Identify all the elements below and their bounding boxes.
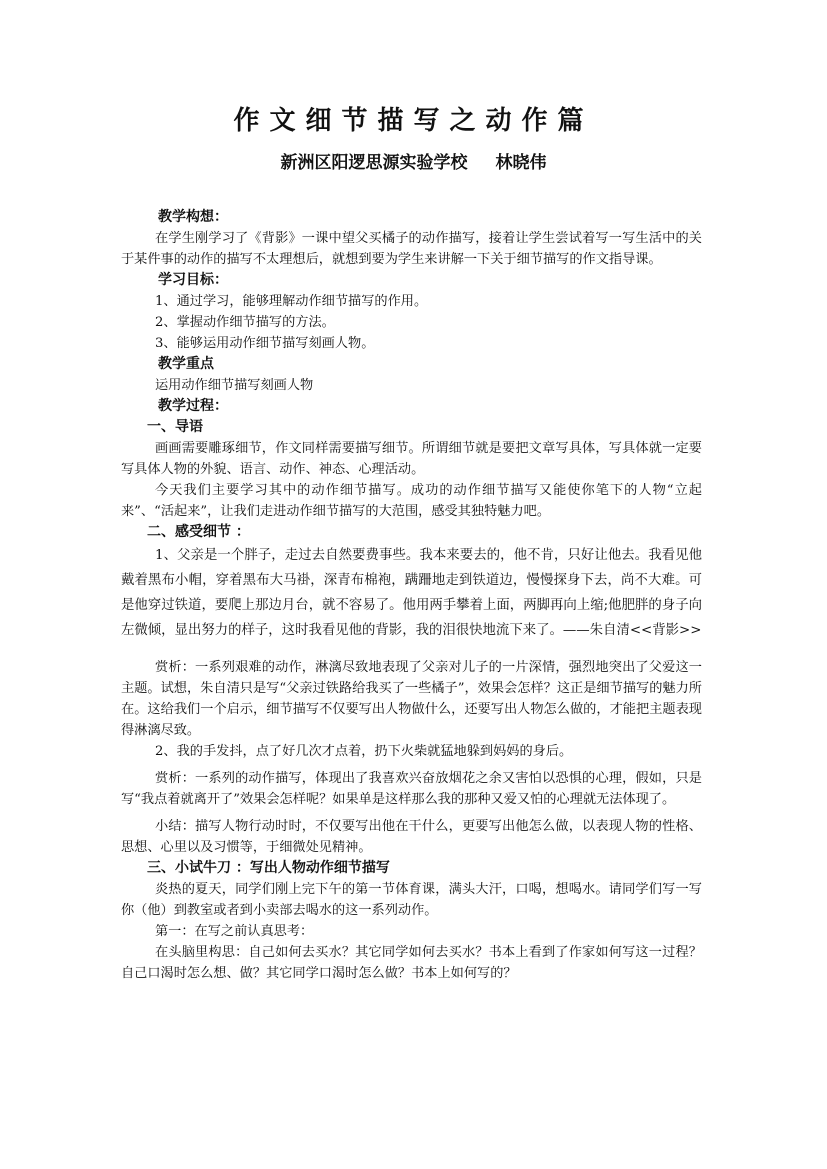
practice-paragraph: 炎热的夏天，同学们刚上完下午的第一节体育课，满头大汗，口喝，想喝水。请同学们写一写你（他）到教室或者到小卖部去喝水的这一系列动作。 <box>121 882 702 918</box>
focus-heading: 教学重点 <box>158 356 214 372</box>
goals-heading: 学习目标： <box>158 272 228 288</box>
author-line <box>0 150 827 176</box>
author-school: 新洲区阳逻思源实验学校 <box>280 153 468 173</box>
summary-paragraph: 小结：描写人物行动时时，不仅要写出他在干什么，更要写出他怎么做，以表现人物的性格、思想、心里以及习惯等，于细微处见精神。 <box>121 819 702 855</box>
process-heading: 教学过程： <box>158 398 228 414</box>
practice-paragraph: 在头脑里构思：自己如何去买水？其它同学如何去买水？书本上看到了作家如何写这一过程？自己口渴时怎么想、做？其它同学口渴时怎么做？书本上如何写的？ <box>121 945 702 981</box>
focus-text: 运用动作细节描写刻画人物 <box>155 378 314 393</box>
goal-item: 1、通过学习，能够理解动作细节描写的作用。 <box>155 294 428 309</box>
feel-heading: 二、感受细节 ： <box>147 524 250 540</box>
concept-text: 在学生刚学习了《背影》一课中望父买橘子的动作描写，接着让学生尝试着写一写生活中的关于某件事的动作的描写不太理想后，就想到要为学生来讲解一下关于细节描写的作文指导课。 <box>121 231 702 267</box>
author-name: 林晓伟 <box>495 153 547 173</box>
document-title: 作文细节描写之动作篇 <box>233 106 594 136</box>
goal-item: 3、能够运用动作细节描写刻画人物。 <box>155 336 375 351</box>
intro-paragraph: 今天我们主要学习其中的动作细节描写。成功的动作细节描写又能使你笔下的人物“立起来”、“活起来”，让我们走进动作细节描写的大范围，感受其独特魅力吧。 <box>121 483 702 519</box>
intro-paragraph: 画画需要雕琢细节，作文同样需要描写细节。所谓细节就是要把文章写具体，写具体就一定要写具体人物的外貌、语言、动作、神态、心理活动。 <box>121 441 702 477</box>
example-paragraph: 1、父亲是一个胖子，走过去自然要费事些。我本来要去的，他不肯，只好让他去。我看见他戴着黑布小帽，穿着黑布大马褂，深青布棉袍，蹒跚地走到铁道边，慢慢探身下去，尚不大难。可是他穿过铁道，要爬上那边月台，就不容易了。他用两手攀着上面，两脚再向上缩;他肥胖的身子向左微倾，显出努力的样子，这时我看见他的背影，我的泪很快地流下来了。——朱自清<<背影>> <box>121 548 702 638</box>
example-paragraph: 2、我的手发抖，点了好几次才点着，扔下火柴就猛地躲到妈妈的身后。 <box>155 744 573 759</box>
practice-heading: 三、小试牛刀 ：写出人物动作细节描写 <box>147 860 390 876</box>
analysis-paragraph: 赏析：一系列艰难的动作，淋漓尽致地表现了父亲对儿子的一片深情，强烈地突出了父爱这一主题。试想，朱自清只是写“父亲过铁路给我买了一些橘子”，效果会怎样？这正是细节描写的魅力所在。这给我们一个启示，细节描写不仅要写出人物做什么，还要写出人物怎么做的，才能把主题表现得淋漓尽致。 <box>121 660 702 738</box>
concept-heading: 教学构想： <box>158 209 228 225</box>
document-body <box>121 207 702 984</box>
goal-item: 2、掌握动作细节描写的方法。 <box>155 315 335 330</box>
practice-step: 第一：在写之前认真思考： <box>155 924 314 939</box>
analysis-paragraph: 赏析：一系列的动作描写，体现出了我喜欢兴奋放烟花之余又害怕以恐惧的心理，假如，只是写“我点着就离开了”效果会怎样呢？如果单是这样那么我的那种又爱又怕的心理就无法体现了。 <box>121 771 702 807</box>
intro-heading: 一、导语 <box>147 419 203 435</box>
